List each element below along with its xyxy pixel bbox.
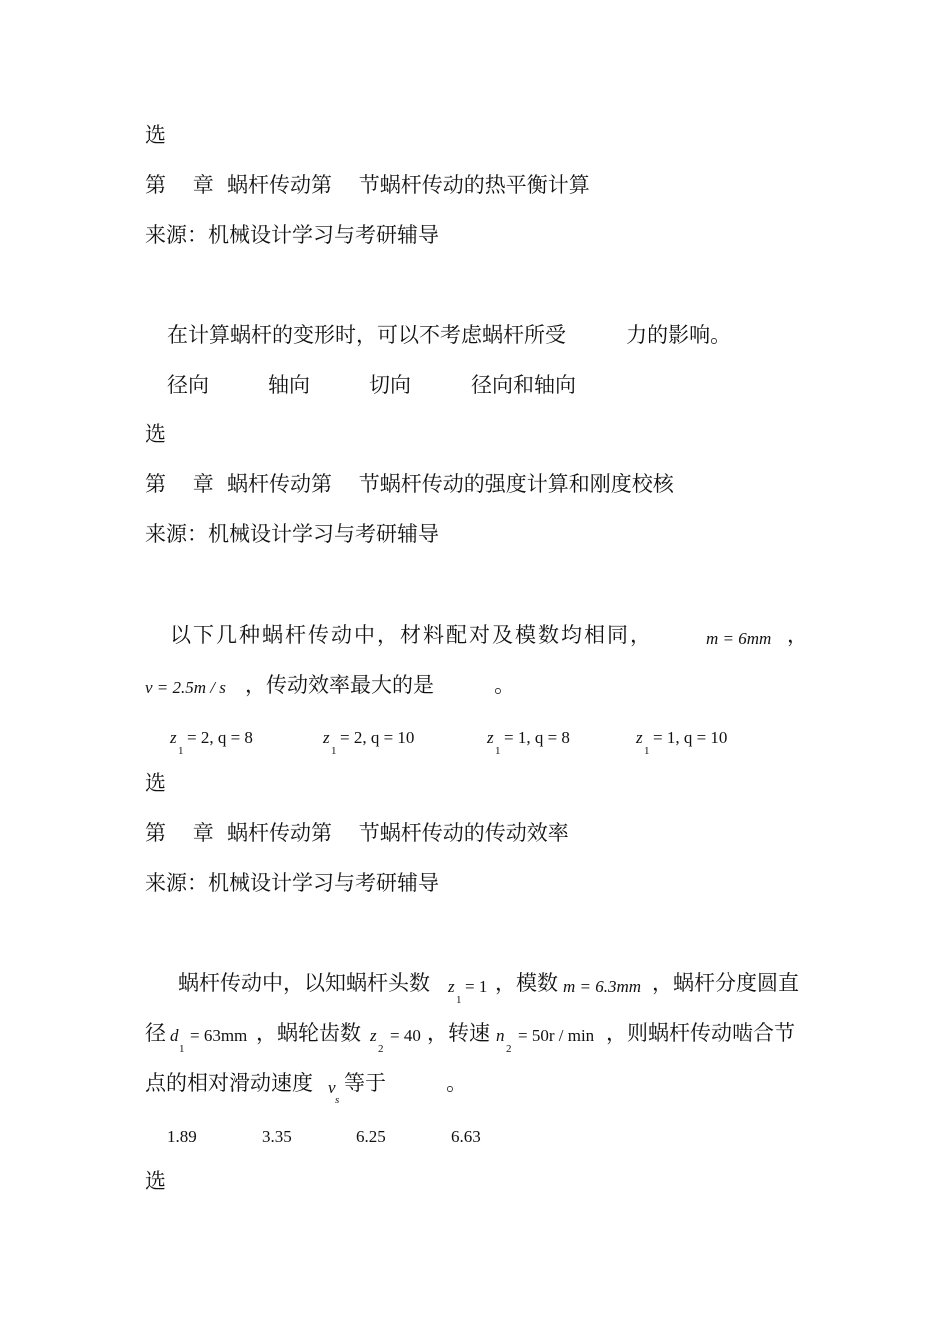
z2-value: = 40: [390, 1026, 421, 1045]
question-stem-cont: ，则蜗杆传动啮合节: [606, 1021, 795, 1045]
option-a: 径向: [167, 373, 209, 397]
formula-v: v = 2.5m / s: [145, 678, 226, 697]
z-symbol: z: [487, 728, 494, 747]
z-subscript: 1: [644, 745, 650, 757]
formula-m: m = 6mm: [706, 629, 772, 648]
source-line: 来源：机械设计学习与考研辅导: [145, 522, 439, 546]
punct-comma: ，: [787, 623, 808, 647]
vs-subscript: s: [335, 1094, 340, 1106]
z1-subscript: 1: [456, 994, 462, 1006]
question-stem-cont: 径: [145, 1021, 166, 1045]
n2-subscript: 2: [506, 1043, 512, 1055]
z-symbol: z: [170, 728, 177, 747]
vs-symbol: v: [328, 1078, 336, 1097]
formula-m: m = 6.3mm: [563, 977, 642, 996]
option-value: = 1, q = 8: [504, 728, 570, 747]
select-label: 选: [145, 422, 166, 446]
n2-value: = 50r / min: [518, 1026, 595, 1045]
chapter-line: 第 章 蜗杆传动第 节蜗杆传动的传动效率: [145, 821, 569, 845]
chapter-line: 第 章 蜗杆传动第 节蜗杆传动的热平衡计算: [145, 173, 590, 197]
option-b: 3.35: [262, 1127, 292, 1146]
select-label: 选: [145, 123, 166, 147]
question-stem: 以下几种蜗杆传动中，材料配对及模数均相同，: [170, 623, 653, 647]
option-value: = 1, q = 10: [653, 728, 728, 747]
d1-subscript: 1: [179, 1043, 185, 1055]
question-stem-cont: ，蜗杆分度圆直: [652, 971, 799, 995]
source-line: 来源：机械设计学习与考研辅导: [145, 871, 439, 895]
option-d: 6.63: [451, 1127, 481, 1146]
z-subscript: 1: [178, 745, 184, 757]
option-c: 6.25: [356, 1127, 386, 1146]
question-stem-cont: 等于 。: [344, 1071, 468, 1095]
z-symbol: z: [636, 728, 643, 747]
option-c: 切向: [369, 373, 411, 397]
option-value: = 2, q = 8: [187, 728, 253, 747]
chapter-line: 第 章 蜗杆传动第 节蜗杆传动的强度计算和刚度校核: [145, 472, 674, 496]
option-d: 径向和轴向: [471, 373, 576, 397]
select-label: 选: [145, 771, 166, 795]
question-stem-cont: 点的相对滑动速度: [145, 1071, 313, 1095]
z-symbol: z: [323, 728, 330, 747]
question-stem-cont: ，模数: [495, 971, 558, 995]
d1-symbol: d: [170, 1026, 179, 1045]
n2-symbol: n: [496, 1026, 505, 1045]
question-stem-cont: ，转速: [427, 1021, 490, 1045]
d1-value: = 63mm: [190, 1026, 248, 1045]
question-stem: 蜗杆传动中，以知蜗杆头数: [178, 971, 430, 995]
question-stem: 在计算蜗杆的变形时，可以不考虑蜗杆所受 力的影响。: [167, 323, 732, 347]
question-stem-cont: ，蜗轮齿数: [256, 1021, 361, 1045]
z1-value: = 1: [465, 977, 488, 996]
option-b: 轴向: [268, 373, 310, 397]
z-subscript: 1: [495, 745, 501, 757]
option-value: = 2, q = 10: [340, 728, 415, 747]
z2-subscript: 2: [378, 1043, 384, 1055]
question-stem-cont: ，传动效率最大的是 。: [245, 673, 516, 697]
z-subscript: 1: [331, 745, 337, 757]
source-line: 来源：机械设计学习与考研辅导: [145, 223, 439, 247]
z1-symbol: z: [448, 977, 455, 996]
select-label: 选: [145, 1169, 166, 1193]
option-a: 1.89: [167, 1127, 197, 1146]
z2-symbol: z: [370, 1026, 377, 1045]
